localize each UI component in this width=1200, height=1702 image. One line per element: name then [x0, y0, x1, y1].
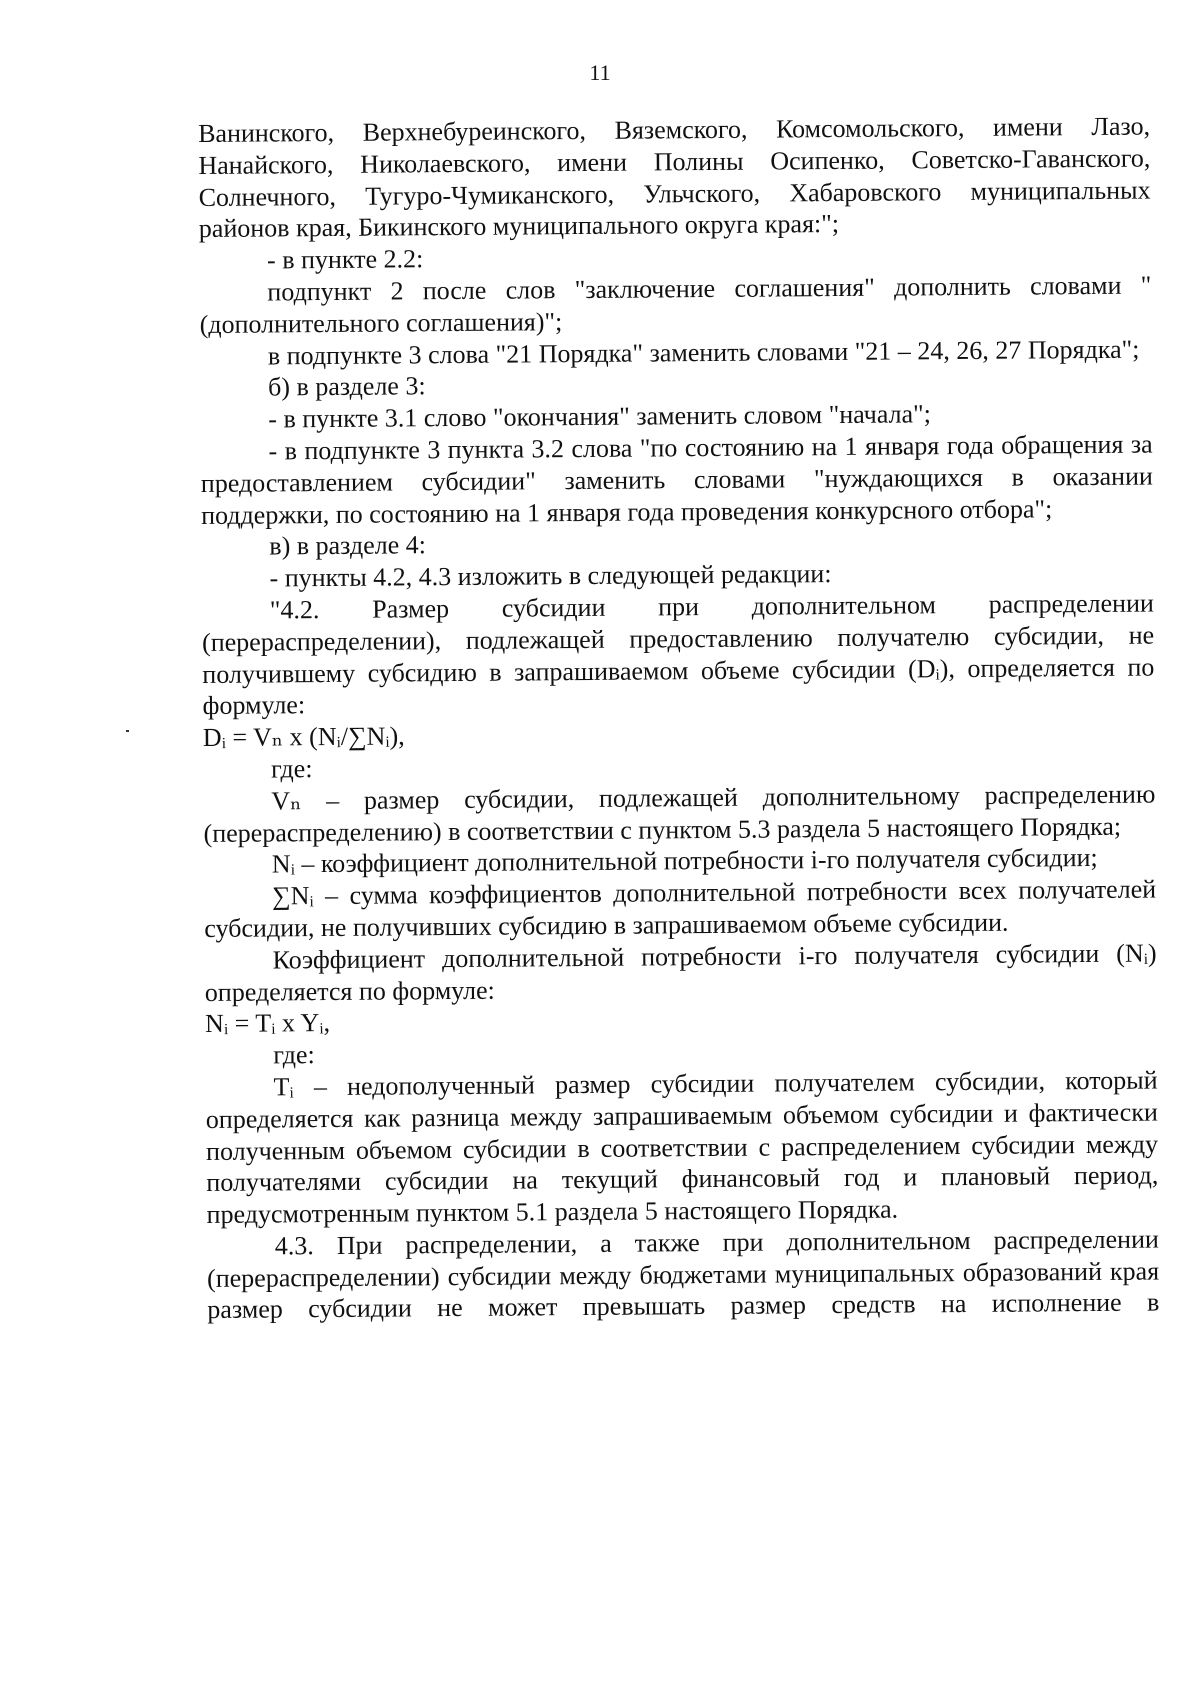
paragraph: Tᵢ – недополученный размер субсидии получателем субсидии, который определяется как разница между запрашиваемым объемом субсидии и фактически полученным объемом субсидии в соответствии с распределением субсидии между получателями субсидии на текущий финансовый год и плановый период, предусмотренным пунктом 5.1 раздела 5 настоящего Порядка. — [205, 1065, 1159, 1230]
paragraph: б) в разделе 3: — [268, 371, 426, 402]
paragraph: 4.3. При распределении, а также при дополнительном распределении (перераспределении) субсидии между бюджетами муниципальных образований края размер субсидии не может превышать размер средств на исполнение в — [206, 1224, 1160, 1325]
paragraph: - в подпункте 3 пункта 3.2 слова "по состоянию на 1 января года обращения за предоставлением субсидии" заменить словами "нуждающихся в оказании поддержки, по состоянию на 1 января года проведения конкурсного отбора"; — [200, 429, 1153, 530]
paragraph: - в пункте 2.2: — [267, 244, 424, 275]
paragraph: "4.2. Размер субсидии при дополнительном распределении (перераспределении), подлежащей предоставлению получателю субсидии, не получившему субсидию в запрашиваемом объеме субсидии (Dᵢ), определяется по формуле: — [202, 588, 1155, 721]
paragraph: Nᵢ – коэффициент дополнительной потребности i-го получателя субсидии; — [271, 843, 1098, 879]
paragraph: в) в разделе 4: — [269, 530, 427, 561]
scan-mark — [126, 730, 129, 732]
formula-n: Nᵢ = Tᵢ x Yᵢ, — [205, 1008, 331, 1039]
paragraph: Ванинского, Верхнебуреинского, Вяземского, Комсомольского, имени Лазо, Нанайского, Николаевского, имени Полины Осипенко, Советско-Гаванского, Солнечного, Тугуро-Чумиканского, Ульчского, Хабаровского муниципальных районов края, Бикинского муниципального округа края:"; — [198, 111, 1151, 244]
paragraph: где: — [273, 1040, 315, 1070]
paragraph: - пункты 4.2, 4.3 изложить в следующей редакции: — [269, 559, 832, 593]
paragraph: Коэффициент дополнительной потребности i-го получателя субсидии (Nᵢ) определяется по формуле: — [204, 938, 1157, 1007]
page-number: 11 — [589, 60, 611, 85]
paragraph: подпункт 2 после слов "заключение соглашения" дополнить словами "(дополнительного соглашения)"; — [199, 270, 1152, 339]
paragraph: в подпункте 3 слова "21 Порядка" заменить словами "21 – 24, 26, 27 Порядка"; — [267, 334, 1140, 371]
paragraph: ∑Nᵢ – сумма коэффициентов дополнительной потребности всех получателей субсидии, не получивших субсидию в запрашиваемом объеме субсидии. — [204, 874, 1157, 943]
paragraph: где: — [271, 754, 313, 784]
document-body — [198, 111, 1159, 1327]
paragraph: Vₙ – размер субсидии, подлежащей дополнительному распределению (перераспределению) в соответствии с пунктом 5.3 раздела 5 настоящего Порядка; — [203, 779, 1156, 848]
formula-d: Dᵢ = Vₙ x (Nᵢ/∑Nᵢ), — [202, 721, 405, 753]
paragraph: - в пункте 3.1 слово "окончания" заменить словом "начала"; — [268, 399, 932, 434]
